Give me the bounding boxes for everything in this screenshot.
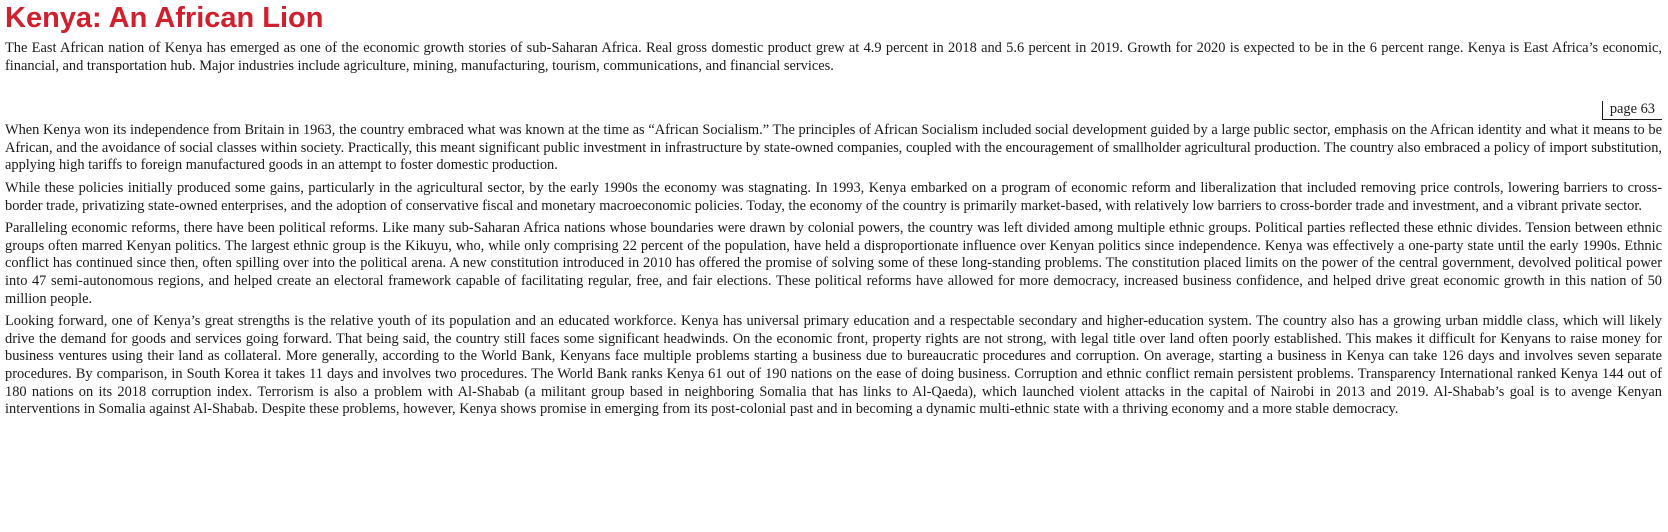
paragraph-looking-forward: Looking forward, one of Kenya’s great strengths is the relative youth of its population and an educated workforce. Kenya has universal primary education and a respectable secondary and higher-education system. The country also has a growing urban middle class, which will likely drive the demand for goods and services going forward. That being said, the country still faces some significant headwinds. On the economic front, property rights are not strong, with legal title over land often poorly established. This makes it difficult for Kenyans to raise money for business ventures using their land as collateral. More generally, according to the World Bank, Kenyans face multiple problems starting a business due to bureaucratic procedures and corruption. On average, starting a business in Kenya can take 126 days and involves seven separate procedures. By comparison, in South Korea it takes 11 days and involves two procedures. The World Bank ranks Kenya 61 out of 190 nations on the ease of doing business. Corruption and ethnic conflict remain persistent problems. Transparency International ranked Kenya 144 out of 180 nations on its 2018 corruption index. Terrorism is also a problem with Al-Shabab (a militant group based in neighboring Somalia that has links to Al-Qaeda), which launched violent attacks in the capital of Nairobi in 2013 and 2019. Al-Shabab’s goal is to avenge Kenyan interventions in Somalia against Al-Shabab. Despite these problems, however, Kenya shows promise in emerging from its post-colonial past and in becoming a dynamic multi-ethnic state with a thriving economy and a more stable democracy. bbox=[5, 313, 1662, 418]
paragraph-economic-reform: While these policies initially produced some gains, particularly in the agricultural sector, by the early 1990s the economy was stagnating. In 1993, Kenya embarked on a program of economic reform and liberalization that included removing price controls, lowering barriers to cross-border trade, privatizing state-owned enterprises, and the adoption of conservative fiscal and monetary macroeconomic policies. Today, the economy of the country is primarily market-based, with relatively low barriers to cross-border trade and investment, and a vibrant private sector. bbox=[5, 179, 1662, 214]
page-marker-row bbox=[5, 75, 1662, 122]
paragraph-independence: When Kenya won its independence from Britain in 1963, the country embraced what was known at the time as “African Socialism.” The principles of African Socialism included social development guided by a large public sector, emphasis on the African identity and what it means to be African, and the avoidance of social classes within society. Practically, this meant significant public investment in infrastructure by state-owned companies, coupled with the encouragement of smallholder agricultural production. The country also embraced a policy of import substitution, applying high tariffs to foreign manufactured goods in an attempt to foster domestic production. bbox=[5, 122, 1662, 174]
intro-paragraph: The East African nation of Kenya has emerged as one of the economic growth stories of sub-Saharan Africa. Real gross domestic product grew at 4.9 percent in 2018 and 5.6 percent in 2019. Growth for 2020 is expected to be in the 6 percent range. Kenya is East Africa’s economic, financial, and transportation hub. Major industries include agriculture, mining, manufacturing, tourism, communications, and financial services. bbox=[5, 40, 1662, 74]
page-title: Kenya: An African Lion bbox=[5, 2, 324, 34]
paragraph-political-reform: Paralleling economic reforms, there have been political reforms. Like many sub-Saharan Africa nations whose boundaries were drawn by colonial powers, the country was left divided among multiple ethnic groups. Political parties reflected these ethnic divides. Tension between ethnic groups often marred Kenyan politics. The largest ethnic group is the Kikuyu, who, while only comprising 22 percent of the population, have held a disproportionate influence over Kenyan politics since independence. Kenya was effectively a one-party state until the early 1990s. Ethnic conflict has continued since then, often spilling over into the political arena. A new constitution introduced in 2010 has offered the promise of solving some of these long-standing problems. The constitution placed limits on the power of the central government, devolved political power into 47 semi-autonomous regions, and helped create an electoral framework capable of facilitating regular, free, and fair elections. These political reforms have allowed for more democracy, increased business confidence, and helped drive great economic growth in this nation of 50 million people. bbox=[5, 220, 1662, 307]
document-page bbox=[5, 0, 1662, 424]
page-number-marker: page 63 bbox=[1602, 101, 1662, 120]
